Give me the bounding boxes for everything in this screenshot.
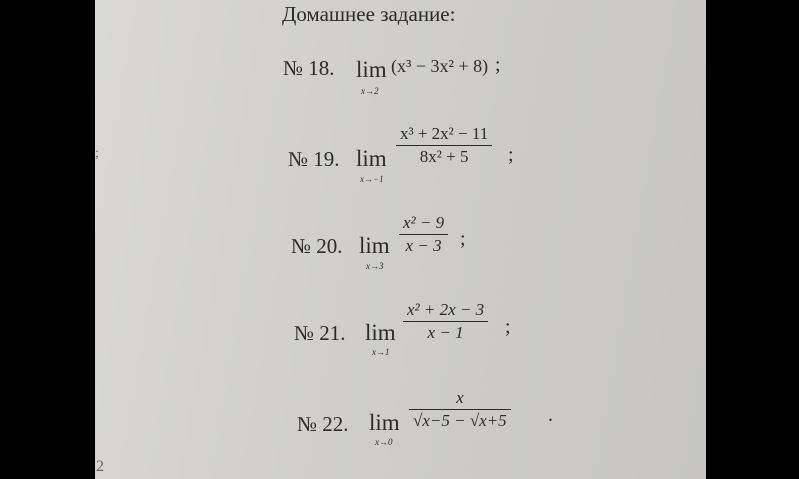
margin-mark-bottom: 2 [96, 458, 104, 475]
punctuation: . [548, 404, 553, 426]
homework-heading: Домашнее задание: [282, 2, 456, 26]
limit-subscript: x→3 [366, 261, 384, 271]
margin-mark-left: ; [95, 146, 99, 161]
numerator: x² + 2x − 3 [407, 300, 485, 319]
limit-operator: lim [356, 146, 387, 171]
punctuation: ; [508, 144, 514, 166]
limit-operator: lim [365, 320, 396, 345]
limit-operator: lim [356, 57, 387, 82]
punctuation: ; [495, 54, 501, 76]
denominator: 8x² + 5 [419, 147, 469, 167]
numerator: x² − 9 [403, 213, 445, 232]
problem-number: № 19. [288, 147, 340, 171]
problem-number: № 21. [294, 321, 346, 345]
limit-subscript: x→1 [372, 347, 390, 357]
numerator: x³ + 2x² − 11 [400, 124, 489, 143]
problem-number: № 22. [297, 412, 349, 436]
problem-number: № 18. [283, 56, 335, 80]
limit-expression: (x³ − 3x² + 8) [391, 56, 489, 76]
limit-subscript: x→2 [361, 86, 379, 96]
numerator: x [456, 388, 464, 407]
problem-number: № 20. [291, 234, 343, 258]
limit-subscript: x→−1 [360, 174, 384, 184]
fraction [409, 388, 511, 431]
denominator: √x−5 − √x+5 [413, 411, 507, 431]
limit-operator: lim [369, 410, 400, 435]
problem-18 [283, 56, 335, 81]
fraction [399, 213, 448, 256]
punctuation: ; [505, 316, 511, 338]
limit-subscript: x→0 [375, 437, 393, 447]
punctuation: ; [460, 228, 466, 250]
denominator: x − 3 [405, 236, 442, 256]
fraction [403, 300, 488, 343]
limit-operator: lim [359, 233, 390, 258]
fraction [396, 124, 492, 167]
denominator: x − 1 [427, 323, 464, 343]
